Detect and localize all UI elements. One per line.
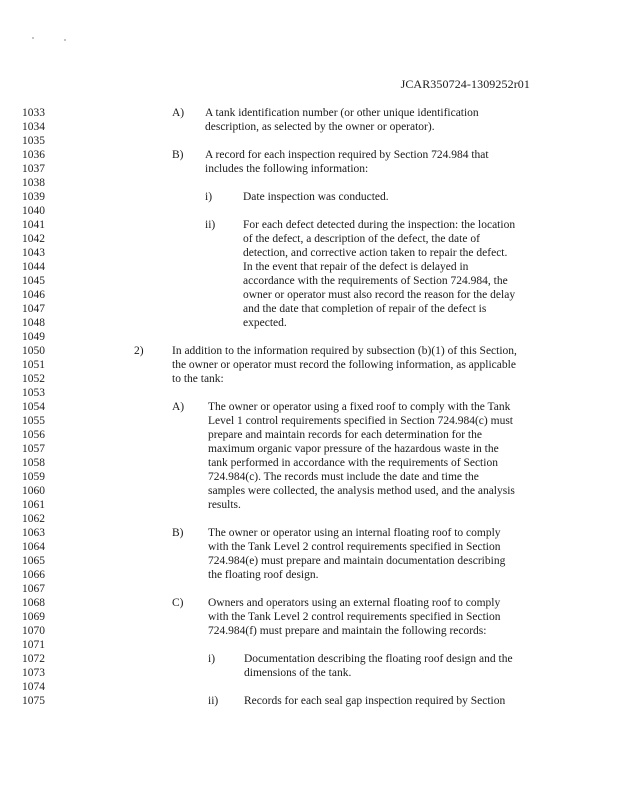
line-number: 1038 — [22, 177, 45, 189]
line-number: 1060 — [22, 485, 45, 497]
line-number: 1048 — [22, 317, 45, 329]
text-line: description, as selected by the owner or operator). — [205, 121, 435, 133]
line-number: 1054 — [22, 401, 45, 413]
text-line: A record for each inspection required by Section 724.984 that — [205, 149, 489, 161]
line-number: 1073 — [22, 667, 45, 679]
item-marker: ii) — [205, 219, 216, 231]
text-line: In the event that repair of the defect is delayed in — [243, 261, 469, 273]
text-line: tank performed in accordance with the requirements of Section — [208, 457, 498, 469]
item-marker: 2) — [134, 345, 144, 357]
line-number: 1046 — [22, 289, 45, 301]
line-number: 1037 — [22, 163, 45, 175]
line-number: 1065 — [22, 555, 45, 567]
line-number: 1075 — [22, 695, 45, 707]
text-line: samples were collected, the analysis method used, and the analysis — [208, 485, 515, 497]
item-marker: C) — [172, 597, 184, 609]
text-line: the floating roof design. — [208, 569, 319, 581]
text-line: Owners and operators using an external floating roof to comply — [208, 597, 501, 609]
line-number: 1057 — [22, 443, 45, 455]
line-number: 1062 — [22, 513, 45, 525]
item-marker: A) — [172, 107, 185, 119]
text-line: to the tank: — [172, 373, 224, 385]
line-number: 1040 — [22, 205, 45, 217]
text-line: owner or operator must also record the reason for the delay — [243, 289, 516, 301]
text-line: of the defect, a description of the defect, the date of — [243, 233, 480, 245]
line-number: 1067 — [22, 583, 45, 595]
text-line: maximum organic vapor pressure of the hazardous waste in the — [208, 443, 499, 455]
text-line: detection, and corrective action taken to repair the defect. — [243, 247, 508, 259]
line-number: 1066 — [22, 569, 45, 581]
text-line: with the Tank Level 2 control requirements specified in Section — [208, 541, 501, 553]
line-number: 1059 — [22, 471, 45, 483]
line-number: 1049 — [22, 331, 45, 343]
line-number: 1042 — [22, 233, 45, 245]
line-number: 1050 — [22, 345, 45, 357]
text-line: In addition to the information required by subsection (b)(1) of this Section, — [172, 345, 517, 357]
text-line: Documentation describing the floating roof design and the — [244, 653, 513, 665]
item-marker: i) — [205, 191, 213, 203]
line-number: 1072 — [22, 653, 45, 665]
line-number: 1045 — [22, 275, 45, 287]
line-number: 1033 — [22, 107, 45, 119]
line-number: 1036 — [22, 149, 45, 161]
text-line: results. — [208, 499, 241, 511]
text-line: Date inspection was conducted. — [243, 191, 389, 203]
line-number: 1034 — [22, 121, 45, 133]
text-line: The owner or operator using a fixed roof to comply with the Tank — [208, 401, 511, 413]
item-marker: i) — [208, 653, 216, 665]
scan-speck — [32, 37, 34, 39]
text-line: with the Tank Level 2 control requirements specified in Section — [208, 611, 501, 623]
line-number: 1063 — [22, 527, 45, 539]
line-number: 1070 — [22, 625, 45, 637]
text-line: Level 1 control requirements specified in Section 724.984(c) must — [208, 415, 513, 427]
item-marker: ii) — [208, 695, 219, 707]
text-line: and the date that completion of repair of the defect is — [243, 303, 487, 315]
text-line: For each defect detected during the inspection: the location — [243, 219, 516, 231]
line-number: 1041 — [22, 219, 45, 231]
item-marker: B) — [172, 527, 184, 539]
line-number: 1069 — [22, 611, 45, 623]
line-number: 1061 — [22, 499, 45, 511]
line-number: 1074 — [22, 681, 45, 693]
text-line: prepare and maintain records for each determination for the — [208, 429, 482, 441]
line-number: 1053 — [22, 387, 45, 399]
item-marker: B) — [172, 149, 184, 161]
text-line: Records for each seal gap inspection required by Section — [244, 695, 506, 707]
line-number: 1035 — [22, 135, 45, 147]
text-line: 724.984(f) must prepare and maintain the following records: — [208, 625, 487, 637]
line-number: 1071 — [22, 639, 45, 651]
line-number: 1051 — [22, 359, 45, 371]
line-number: 1056 — [22, 429, 45, 441]
text-line: 724.984(e) must prepare and maintain documentation describing — [208, 555, 506, 567]
line-number: 1043 — [22, 247, 45, 259]
text-line: A tank identification number (or other unique identification — [205, 107, 479, 119]
text-line: The owner or operator using an internal floating roof to comply — [208, 527, 501, 539]
text-line: includes the following information: — [205, 163, 369, 175]
text-line: 724.984(c). The records must include the date and time the — [208, 471, 479, 483]
text-line: the owner or operator must record the following information, as applicable — [172, 359, 516, 371]
line-number: 1044 — [22, 261, 45, 273]
line-number: 1068 — [22, 597, 45, 609]
text-line: accordance with the requirements of Section 724.984, the — [243, 275, 508, 287]
line-number: 1064 — [22, 541, 45, 553]
text-line: expected. — [243, 317, 287, 329]
line-number: 1058 — [22, 457, 45, 469]
text-line: dimensions of the tank. — [244, 667, 352, 679]
document-id-header: JCAR350724-1309252r01 — [400, 77, 530, 91]
line-number: 1055 — [22, 415, 45, 427]
line-number: 1052 — [22, 373, 45, 385]
line-number: 1039 — [22, 191, 45, 203]
item-marker: A) — [172, 401, 185, 413]
line-number: 1047 — [22, 303, 45, 315]
scan-speck — [64, 39, 66, 41]
